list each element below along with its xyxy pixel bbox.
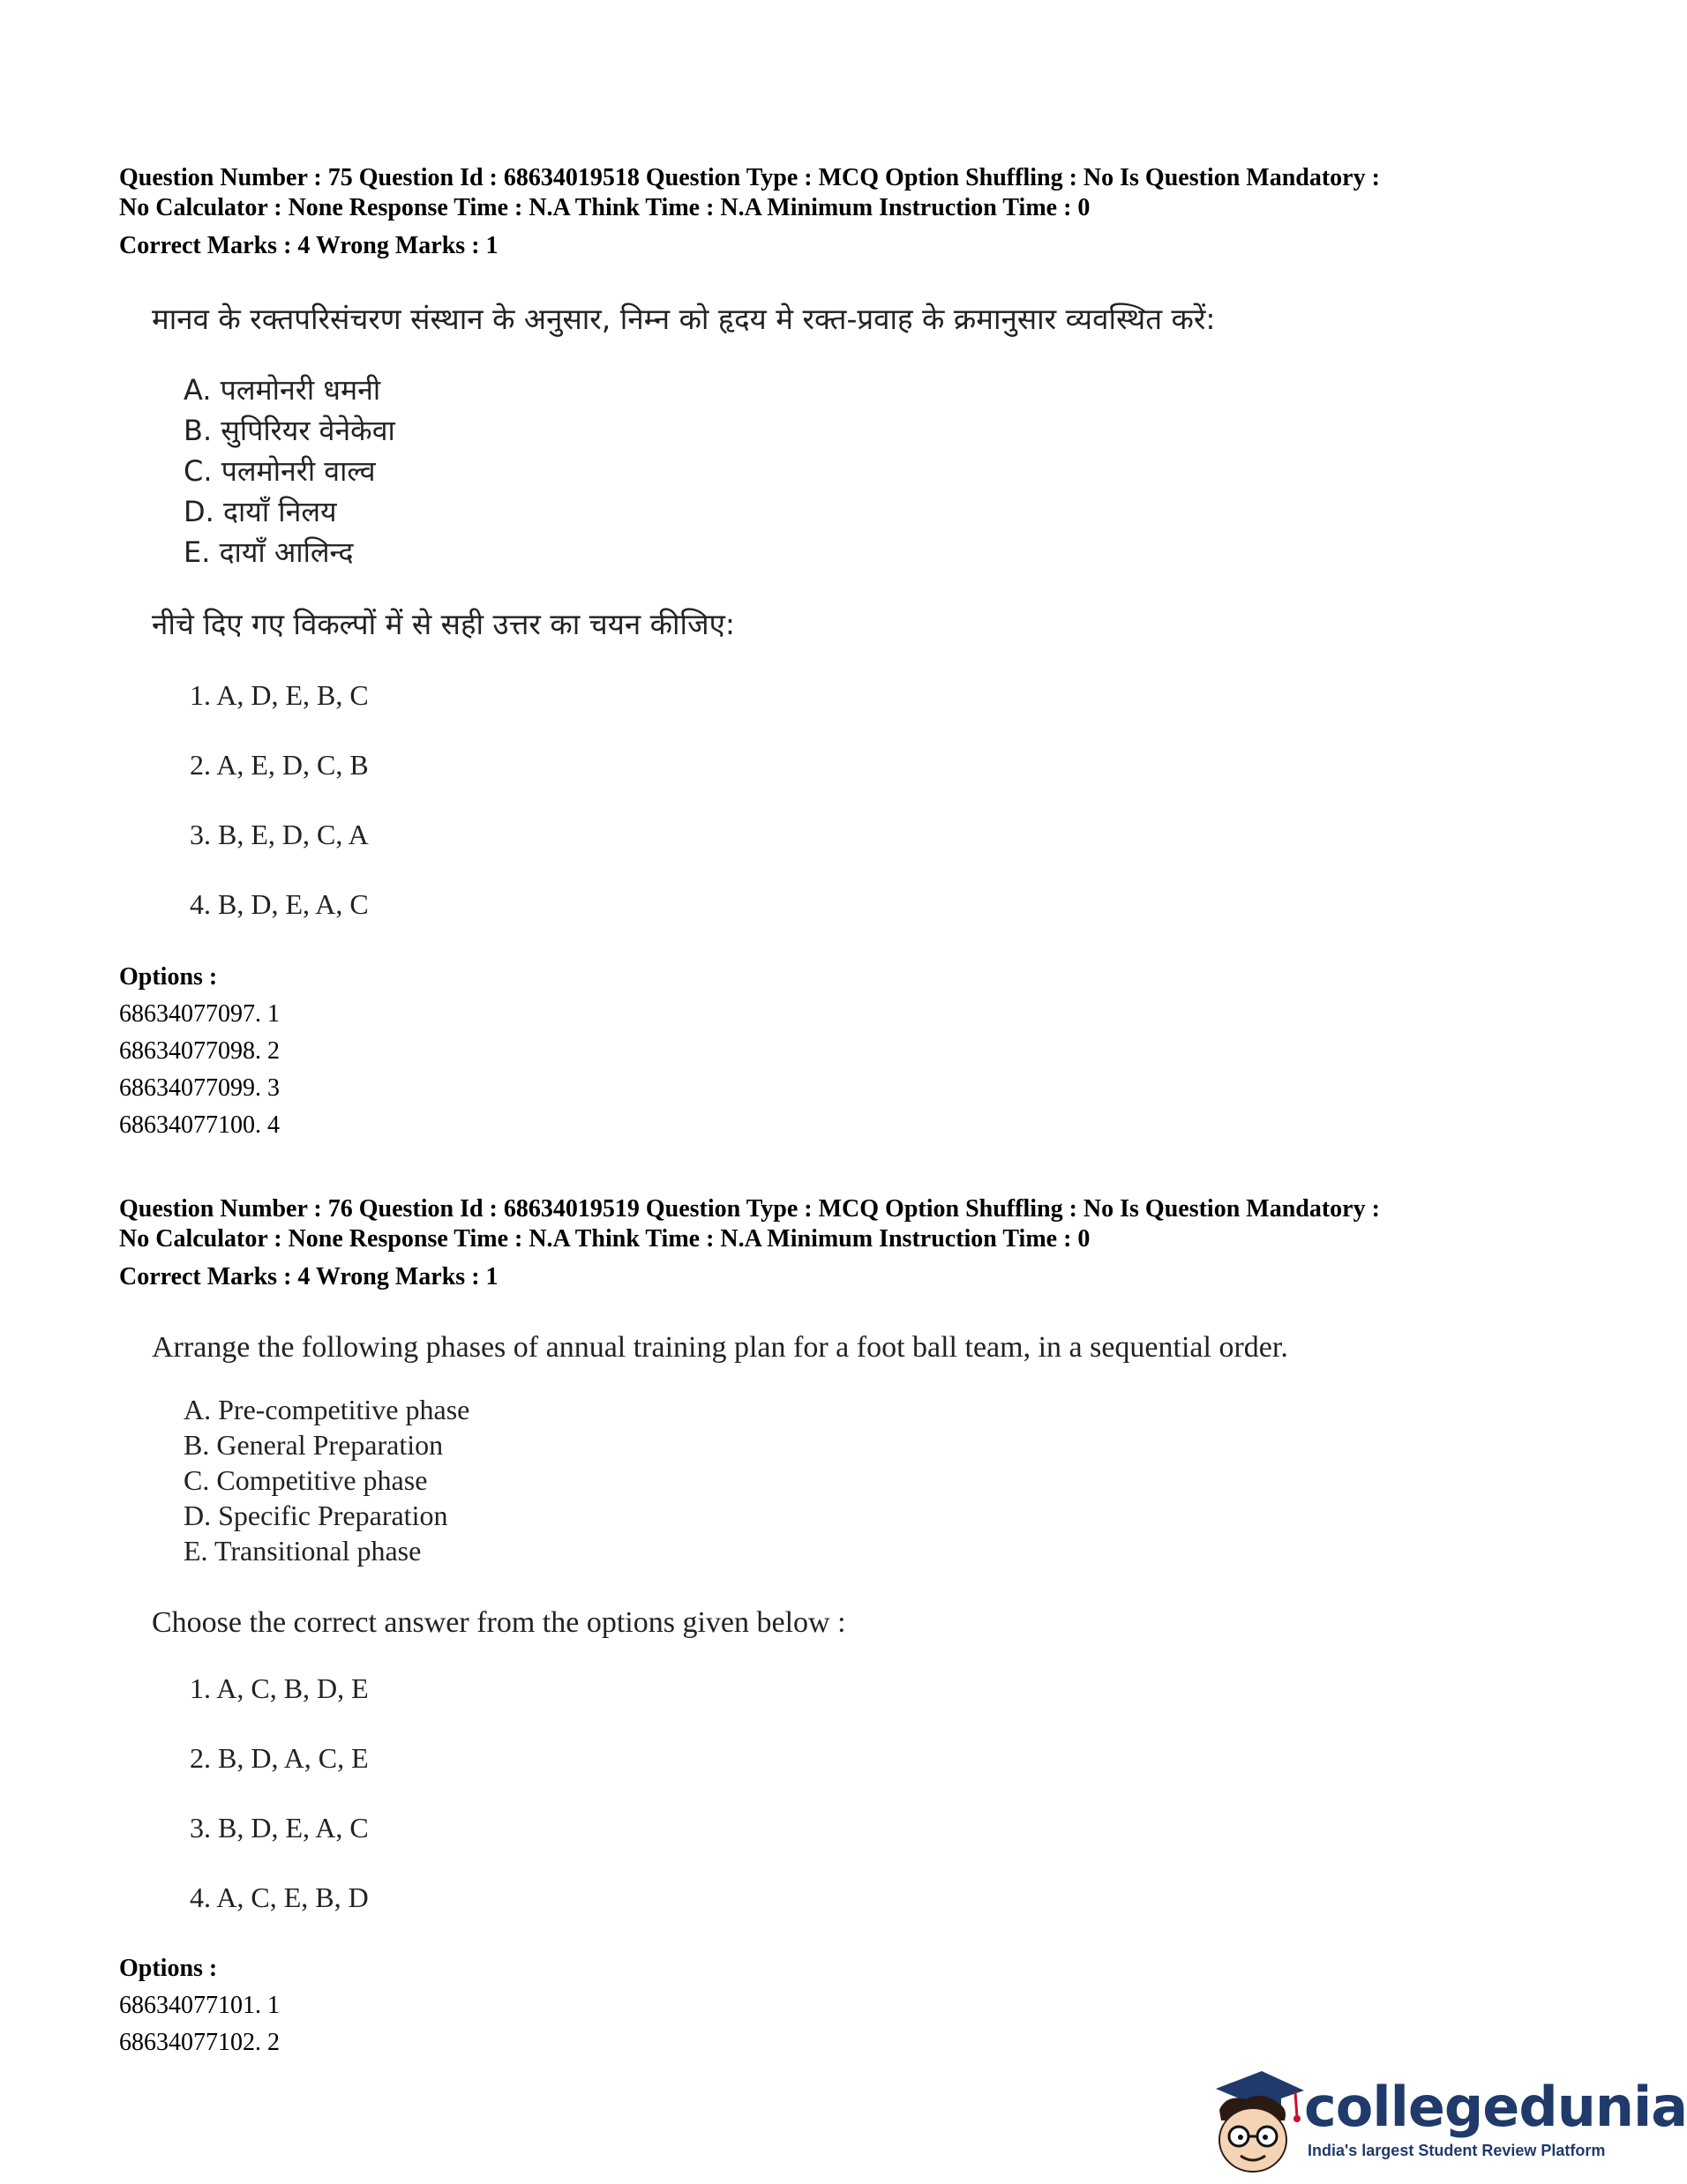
q76-choice-2: 2. B, D, A, C, E	[190, 1742, 369, 1774]
q75-meta-line2: No Calculator : None Response Time : N.A Think Time : N.A Minimum Instruction Time : 0	[119, 194, 1091, 221]
q75-stem: मानव के रक्तपरिसंचरण संस्थान के अनुसार, निम्न को हृदय मे रक्त-प्रवाह के क्रमानुसार व्यवस्थित करें:	[152, 302, 1216, 336]
q76-statement-d: D. Specific Preparation	[184, 1500, 448, 1531]
q75-statement-b: B. सुपिरियर वेनेकेवा	[184, 414, 395, 447]
logo-wordmark: collegedunia	[1304, 2075, 1687, 2139]
q75-meta	[119, 163, 1531, 223]
q76-option-1: 68634077101. 1	[119, 1992, 280, 2019]
q76-choice-3: 3. B, D, E, A, C	[190, 1812, 369, 1844]
q76-stem: Arrange the following phases of annual training plan for a foot ball team, in a sequential order.	[152, 1331, 1288, 1364]
q75-option-2: 68634077098. 2	[119, 1037, 280, 1065]
q75-option-3: 68634077099. 3	[119, 1074, 280, 1102]
q76-meta-line1: Question Number : 76 Question Id : 68634019519 Question Type : MCQ Option Shuffling : No Is Question Mandatory :	[119, 1195, 1380, 1223]
q75-options-label: Options :	[119, 963, 218, 991]
q75-option-1: 68634077097. 1	[119, 1000, 280, 1028]
q76-instruction: Choose the correct answer from the options given below :	[152, 1606, 846, 1639]
logo-tagline: India's largest Student Review Platform	[1308, 2142, 1606, 2159]
q75-marks: Correct Marks : 4 Wrong Marks : 1	[119, 232, 499, 259]
mascot-icon	[1200, 2055, 1306, 2179]
q75-option-4: 68634077100. 4	[119, 1111, 280, 1139]
q76-statement-a: A. Pre-competitive phase	[184, 1394, 470, 1425]
q76-option-2: 68634077102. 2	[119, 2029, 280, 2056]
q75-statement-d: D. दायाँ निलय	[184, 495, 337, 528]
q75-meta-line1: Question Number : 75 Question Id : 68634019518 Question Type : MCQ Option Shuffling : No Is Question Mandatory :	[119, 164, 1380, 191]
q76-statement-b: B. General Preparation	[184, 1429, 444, 1461]
q75-choice-3: 3. B, E, D, C, A	[190, 819, 369, 850]
q75-choice-1: 1. A, D, E, B, C	[190, 679, 369, 711]
collegedunia-logo[interactable]	[1200, 2055, 1687, 2179]
q76-choice-4: 4. A, C, E, B, D	[190, 1881, 369, 1913]
q75-instruction: नीचे दिए गए विकल्पों में से सही उत्तर का चयन कीजिए:	[152, 607, 735, 641]
q76-statement-e: E. Transitional phase	[184, 1535, 422, 1567]
q75-statement-a: A. पलमोनरी धमनी	[184, 373, 381, 407]
q76-marks: Correct Marks : 4 Wrong Marks : 1	[119, 1263, 499, 1290]
q75-statement-e: E. दायाँ आलिन्द	[184, 535, 354, 569]
q76-options-label: Options :	[119, 1955, 218, 1982]
q75-choice-4: 4. B, D, E, A, C	[190, 888, 369, 920]
q75-statement-c: C. पलमोनरी वाल्व	[184, 454, 376, 488]
q76-meta-line2: No Calculator : None Response Time : N.A Think Time : N.A Minimum Instruction Time : 0	[119, 1225, 1091, 1253]
q76-meta	[119, 1194, 1531, 1254]
q75-choice-2: 2. A, E, D, C, B	[190, 749, 369, 781]
q76-choice-1: 1. A, C, B, D, E	[190, 1672, 369, 1704]
q76-statement-c: C. Competitive phase	[184, 1464, 428, 1496]
